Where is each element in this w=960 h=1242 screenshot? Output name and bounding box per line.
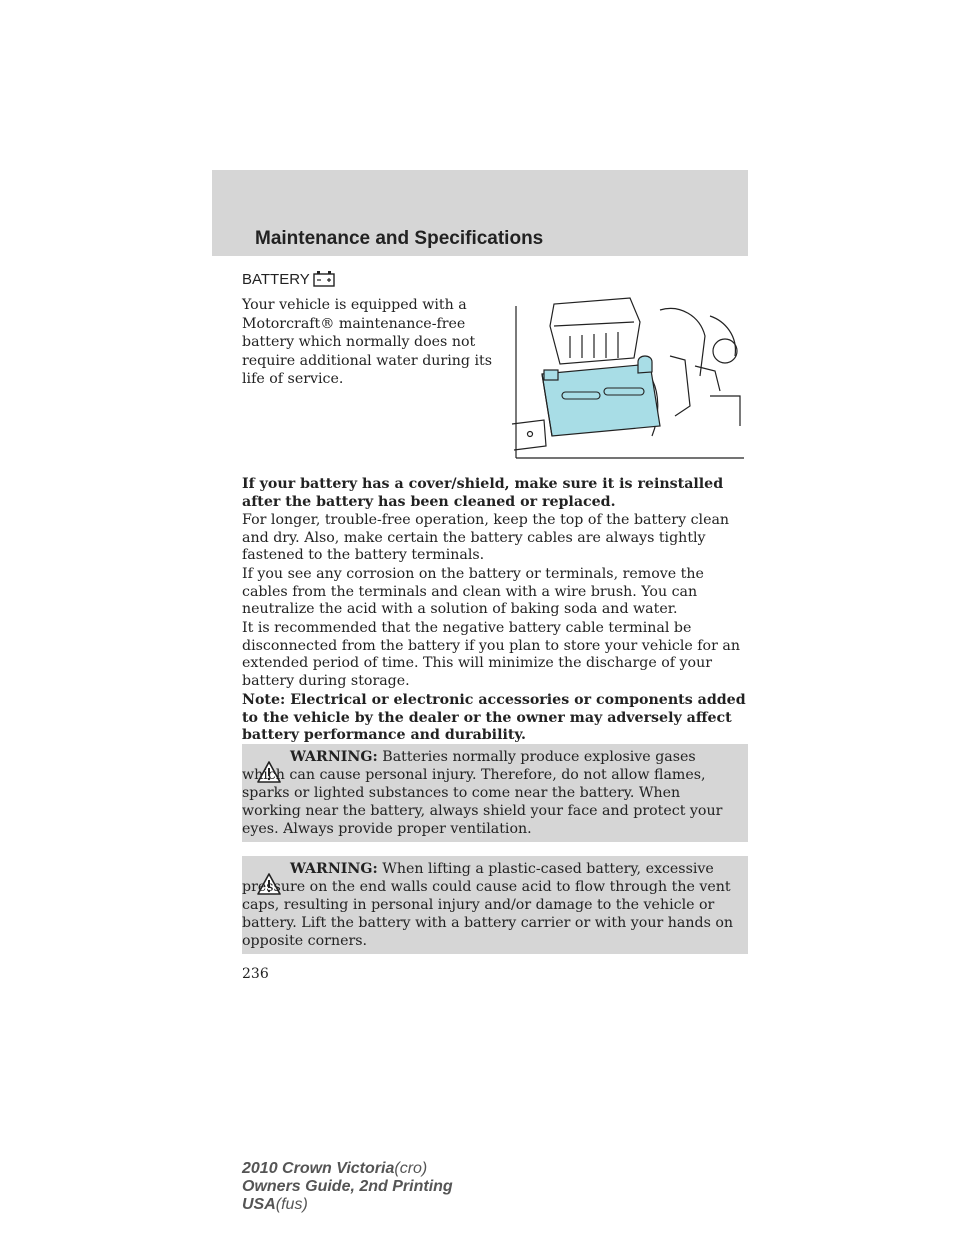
- battery-highlight: [542, 356, 660, 436]
- footer-market: USA: [242, 1196, 276, 1213]
- battery-icon: [313, 270, 335, 288]
- page-title: Maintenance and Specifications: [255, 228, 544, 249]
- warning-box: [242, 744, 748, 842]
- warning-text: [242, 860, 738, 950]
- warning-body: Batteries normally produce explosive gases which can cause personal injury. Therefore, do not allow flames, sparks or lighted substances to come near the battery. When working near the battery, always shield your face and protect your eyes. Always provide proper ventilation.: [242, 749, 723, 837]
- section-heading: [242, 270, 335, 288]
- intro-text: Your vehicle is equipped with a Motorcraft® maintenance-free battery which normally does not require additional water during its life of service.: [242, 297, 492, 387]
- footer: [242, 1160, 453, 1214]
- footer-model-code: (cro): [394, 1160, 428, 1177]
- warning-label: WARNING:: [290, 861, 378, 877]
- warning-box: [242, 856, 748, 954]
- paragraph-clean-dry: For longer, trouble-free operation, keep the top of the battery clean and dry. Also, make certain the battery cables are always tightly fastened to the battery terminals.: [242, 512, 730, 563]
- section-title: BATTERY: [242, 270, 310, 288]
- paragraph-cover-shield: If your battery has a cover/shield, make sure it is reinstalled after the battery has been cleaned or replaced.: [242, 476, 724, 510]
- paragraph-storage: It is recommended that the negative battery cable terminal be disconnected from the battery if you plan to store your vehicle for an extended period of time. This will minimize the discharge of your battery during storage.: [242, 620, 740, 689]
- paragraph-note: Note: Electrical or electronic accessories or components added to the vehicle by the dealer or the owner may adversely affect battery performance and durability.: [242, 692, 746, 743]
- paragraph-corrosion: If you see any corrosion on the battery or terminals, remove the cables from the terminals and clean with a wire brush. You can neutralize the acid with a solution of baking soda and water.: [242, 566, 704, 617]
- battery-illustration: [510, 296, 748, 461]
- warning-text: [242, 748, 738, 838]
- warning-body: When lifting a plastic-cased battery, excessive pressure on the end walls could cause acid to flow through the vent caps, resulting in personal injury and/or damage to the vehicle or battery. Lift the battery with a battery carrier or with your hands on opposite corners.: [242, 861, 734, 949]
- footer-model: 2010 Crown Victoria: [242, 1160, 395, 1177]
- footer-market-code: (fus): [275, 1196, 308, 1213]
- footer-edition: Owners Guide, 2nd Printing: [242, 1178, 453, 1195]
- warning-label: WARNING:: [290, 749, 378, 765]
- page-number: 236: [242, 966, 269, 982]
